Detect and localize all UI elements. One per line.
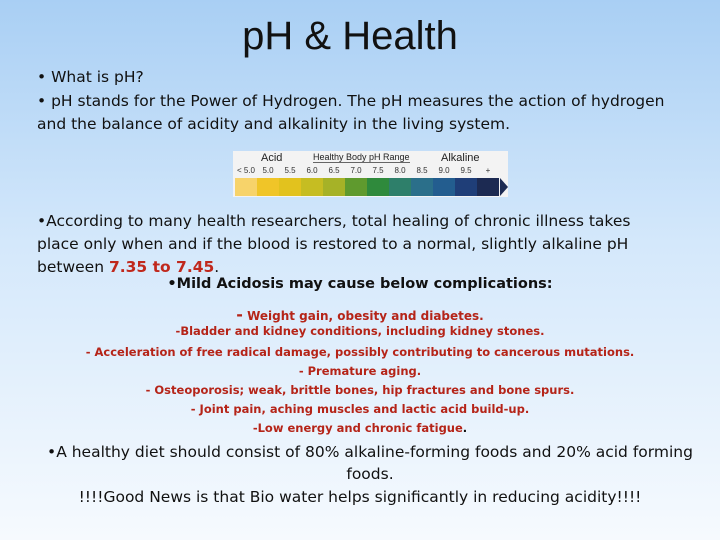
complication-text: Low energy and chronic fatigue xyxy=(257,421,463,435)
complication-item xyxy=(0,324,720,338)
ph-scale-band xyxy=(389,178,411,196)
ph-scale-tick: 9.5 xyxy=(460,166,472,175)
ph-scale-range-label: Healthy Body pH Range xyxy=(313,152,410,162)
ph-scale-image xyxy=(233,151,508,197)
complication-text: Bladder and kidney conditions, including kidney stones. xyxy=(180,324,545,338)
complication-text: - Osteoporosis; weak, brittle bones, hip fractures and bone spurs. xyxy=(145,383,575,397)
ph-scale-band xyxy=(301,178,323,196)
ph-scale-tick: 6.0 xyxy=(306,166,318,175)
ph-scale-tick: 8.0 xyxy=(394,166,406,175)
ph-scale-band xyxy=(235,178,257,196)
ph-scale-tick: 7.5 xyxy=(372,166,384,175)
complication-item xyxy=(0,383,720,397)
ph-scale-band xyxy=(345,178,367,196)
ph-scale-band xyxy=(279,178,301,196)
complication-text: - Premature aging. xyxy=(298,364,422,378)
ph-scale-tick: 8.5 xyxy=(416,166,428,175)
ph-scale-acid-label: Acid xyxy=(261,152,283,164)
ph-scale-alkaline-label: Alkaline xyxy=(441,152,480,164)
ph-scale-tick: 5.0 xyxy=(262,166,274,175)
ph-scale-tick: 6.5 xyxy=(328,166,340,175)
bullet-research xyxy=(37,210,677,279)
ph-range-value: 7.35 to 7.45 xyxy=(108,258,215,276)
ph-scale-tick: + xyxy=(485,166,491,175)
complication-text: - Acceleration of free radical damage, possibly contributing to cancerous mutations. xyxy=(85,345,635,359)
complication-dash: - xyxy=(252,421,258,435)
ph-scale-tick: 9.0 xyxy=(438,166,450,175)
ph-scale-tick: 5.5 xyxy=(284,166,296,175)
ph-scale-band xyxy=(433,178,455,196)
ph-scale-band xyxy=(411,178,433,196)
ph-scale-tick: < 5.0 xyxy=(236,166,255,175)
complication-dash: - xyxy=(236,305,243,324)
bullet-healthy-diet: •A healthy diet should consist of 80% alkaline-forming foods and 20% acid forming foods. xyxy=(47,443,693,483)
complication-text: Weight gain, obesity and diabetes. xyxy=(242,309,484,323)
ph-scale-band xyxy=(323,178,345,196)
research-end: . xyxy=(214,258,220,276)
slide-title: pH & Health xyxy=(242,14,458,58)
complication-item xyxy=(0,402,720,416)
research-text: •According to many health researchers, total healing of chronic illness takes place only when and if the blood is restored to a normal, slightly alkaline pH between xyxy=(37,212,631,276)
ph-scale-band xyxy=(367,178,389,196)
ph-scale-band xyxy=(455,178,477,196)
good-news-line: !!!!Good News is that Bio water helps significantly in reducing acidity!!!! xyxy=(78,488,642,506)
bullet-ph-definition: • pH stands for the Power of Hydrogen. The pH measures the action of hydrogen and the balance of acidity and alkalinity in the living system. xyxy=(37,92,665,133)
complication-item xyxy=(0,305,720,324)
bullet-what-is-ph: • What is pH? xyxy=(37,68,144,86)
complication-item xyxy=(0,345,720,359)
ph-scale-band xyxy=(477,178,499,196)
complication-item xyxy=(0,364,720,378)
complication-item xyxy=(0,421,720,435)
ph-scale-tick: 7.0 xyxy=(350,166,362,175)
ph-scale-ticks xyxy=(235,166,499,175)
acidosis-heading: •Mild Acidosis may cause below complications: xyxy=(167,276,553,292)
complication-text: - Joint pain, aching muscles and lactic acid build-up. xyxy=(190,402,530,416)
ph-scale-arrow-icon xyxy=(500,178,508,196)
ph-scale-band xyxy=(257,178,279,196)
complication-period: . xyxy=(462,421,468,435)
complication-dash: - xyxy=(175,324,181,338)
ph-scale-bands xyxy=(235,178,499,196)
